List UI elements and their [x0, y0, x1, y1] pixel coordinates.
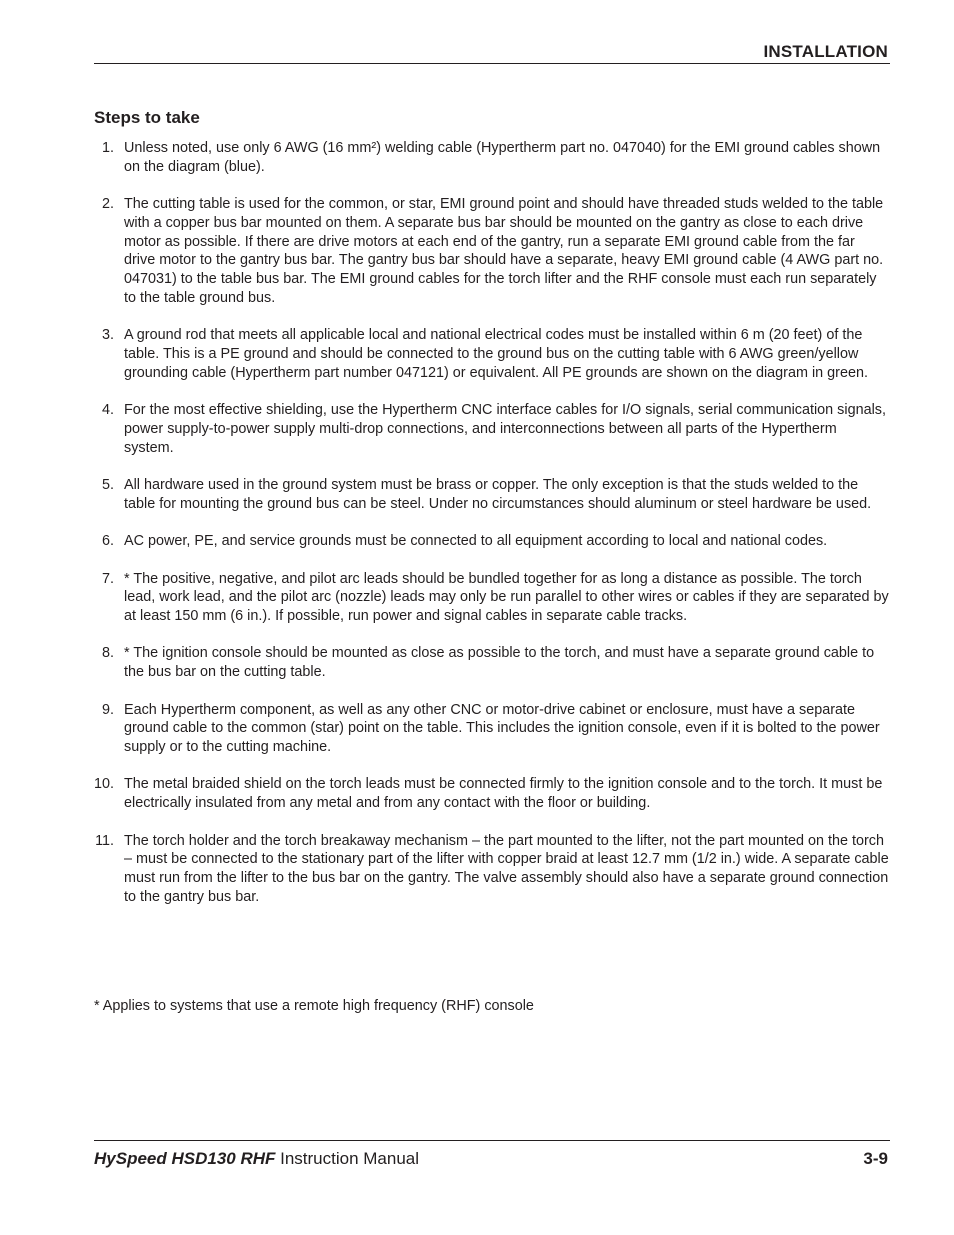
step-item [94, 644, 890, 682]
step-number: 10. [94, 776, 115, 793]
step-item [94, 195, 890, 308]
page-number: 3-9 [863, 1149, 888, 1168]
footnote: * Applies to systems that use a remote high frequency (RHF) console [94, 998, 534, 1014]
step-text: * The ignition console should be mounted as close as possible to the torch, and must have a separate ground cable to the bus bar on the cutting table. [124, 645, 875, 681]
footer-manual-label: Instruction Manual [275, 1149, 420, 1168]
step-number: 1. [101, 140, 114, 156]
step-item [94, 775, 890, 813]
step-number: 7. [101, 570, 114, 587]
header-divider [94, 63, 890, 64]
step-item [94, 401, 890, 457]
step-item [94, 139, 890, 177]
step-number: 3. [101, 327, 114, 344]
step-text: A ground rod that meets all applicable local and national electrical codes must be installed within 6 m (20 feet) of the table. This is a PE ground and should be connected to the ground bus on the cutting table with 6 AWG green/yellow grounding cable (Hypertherm part number 047121) or equivalent. All PE grounds are shown on the diagram in green. [124, 327, 868, 381]
step-number: 6. [101, 533, 114, 550]
step-item [94, 832, 890, 907]
step-item [94, 532, 890, 551]
step-number: 9. [101, 701, 114, 718]
step-number: 4. [101, 402, 114, 419]
step-item [94, 476, 890, 514]
step-item [94, 701, 890, 757]
step-text: The cutting table is used for the common, or star, EMI ground point and should have threaded studs welded to the table with a copper bus bar mounted on them. A separate bus bar should be mounted on the gantry as close to each drive motor as possible. If there are drive motors at each end of the gantry, run a separate EMI ground cable from the far drive motor to the gantry bus bar. The gantry bus bar should have a separate, heavy EMI ground cable (4 AWG part no. 047031) to the table bus bar. The EMI ground cables for the torch lifter and the RHF console must each run separately to the table ground bus. [124, 196, 884, 307]
section-header: INSTALLATION [763, 42, 888, 61]
footer-title [94, 1149, 419, 1169]
step-text: All hardware used in the ground system must be brass or copper. The only exception is that the studs welded to the table for mounting the ground bus can be steel. Under no circumstances should aluminum or steel hardware be used. [124, 477, 872, 512]
page-heading: Steps to take [94, 108, 200, 127]
step-text: AC power, PE, and service grounds must be connected to all equipment according to local and national codes. [124, 533, 828, 550]
step-item [94, 326, 890, 382]
footer-divider [94, 1140, 890, 1141]
step-text: The metal braided shield on the torch leads must be connected firmly to the ignition console and to the torch. It must be electrically insulated from any metal and from any contact with the floor or building. [124, 776, 883, 812]
footer-product-name: HySpeed HSD130 RHF [94, 1149, 276, 1168]
step-text: Each Hypertherm component, as well as any other CNC or motor-drive cabinet or enclosure, must have a separate ground cable to the common (star) point on the table. This includes the ignition console, even if it is bolted to the power supply or to the cutting machine. [124, 701, 880, 756]
step-number: 5. [101, 477, 114, 494]
step-text: * The positive, negative, and pilot arc leads should be bundled together for as long a distance as possible. The torch lead, work lead, and the pilot arc (nozzle) leads may only be run parallel to other wires or cables if they are separated by at least 150 mm (6 in.). If possible, run power and signal cables in separate cable tracks. [124, 570, 889, 625]
step-number: 8. [101, 645, 114, 662]
steps-list [94, 139, 890, 925]
step-number: 11. [95, 832, 114, 849]
step-text: Unless noted, use only 6 AWG (16 mm²) welding cable (Hypertherm part no. 047040) for the EMI ground cables shown on the diagram (blue). [124, 140, 881, 175]
step-text: The torch holder and the torch breakaway mechanism – the part mounted to the lifter, not the part mounted on the torch – must be connected to the stationary part of the lifter with copper braid at least 12.7 mm (1/2 in.) wide. A separate cable must run from the lifter to the bus bar on the gantry. The valve assembly should also have a separate ground connection to the gantry bus bar. [124, 832, 889, 905]
step-number: 2. [101, 196, 114, 213]
step-item [94, 570, 890, 626]
step-text: For the most effective shielding, use the Hypertherm CNC interface cables for I/O signals, serial communication signals, power supply-to-power supply multi-drop connections, and interconnections between all parts of the Hypertherm system. [124, 402, 886, 456]
